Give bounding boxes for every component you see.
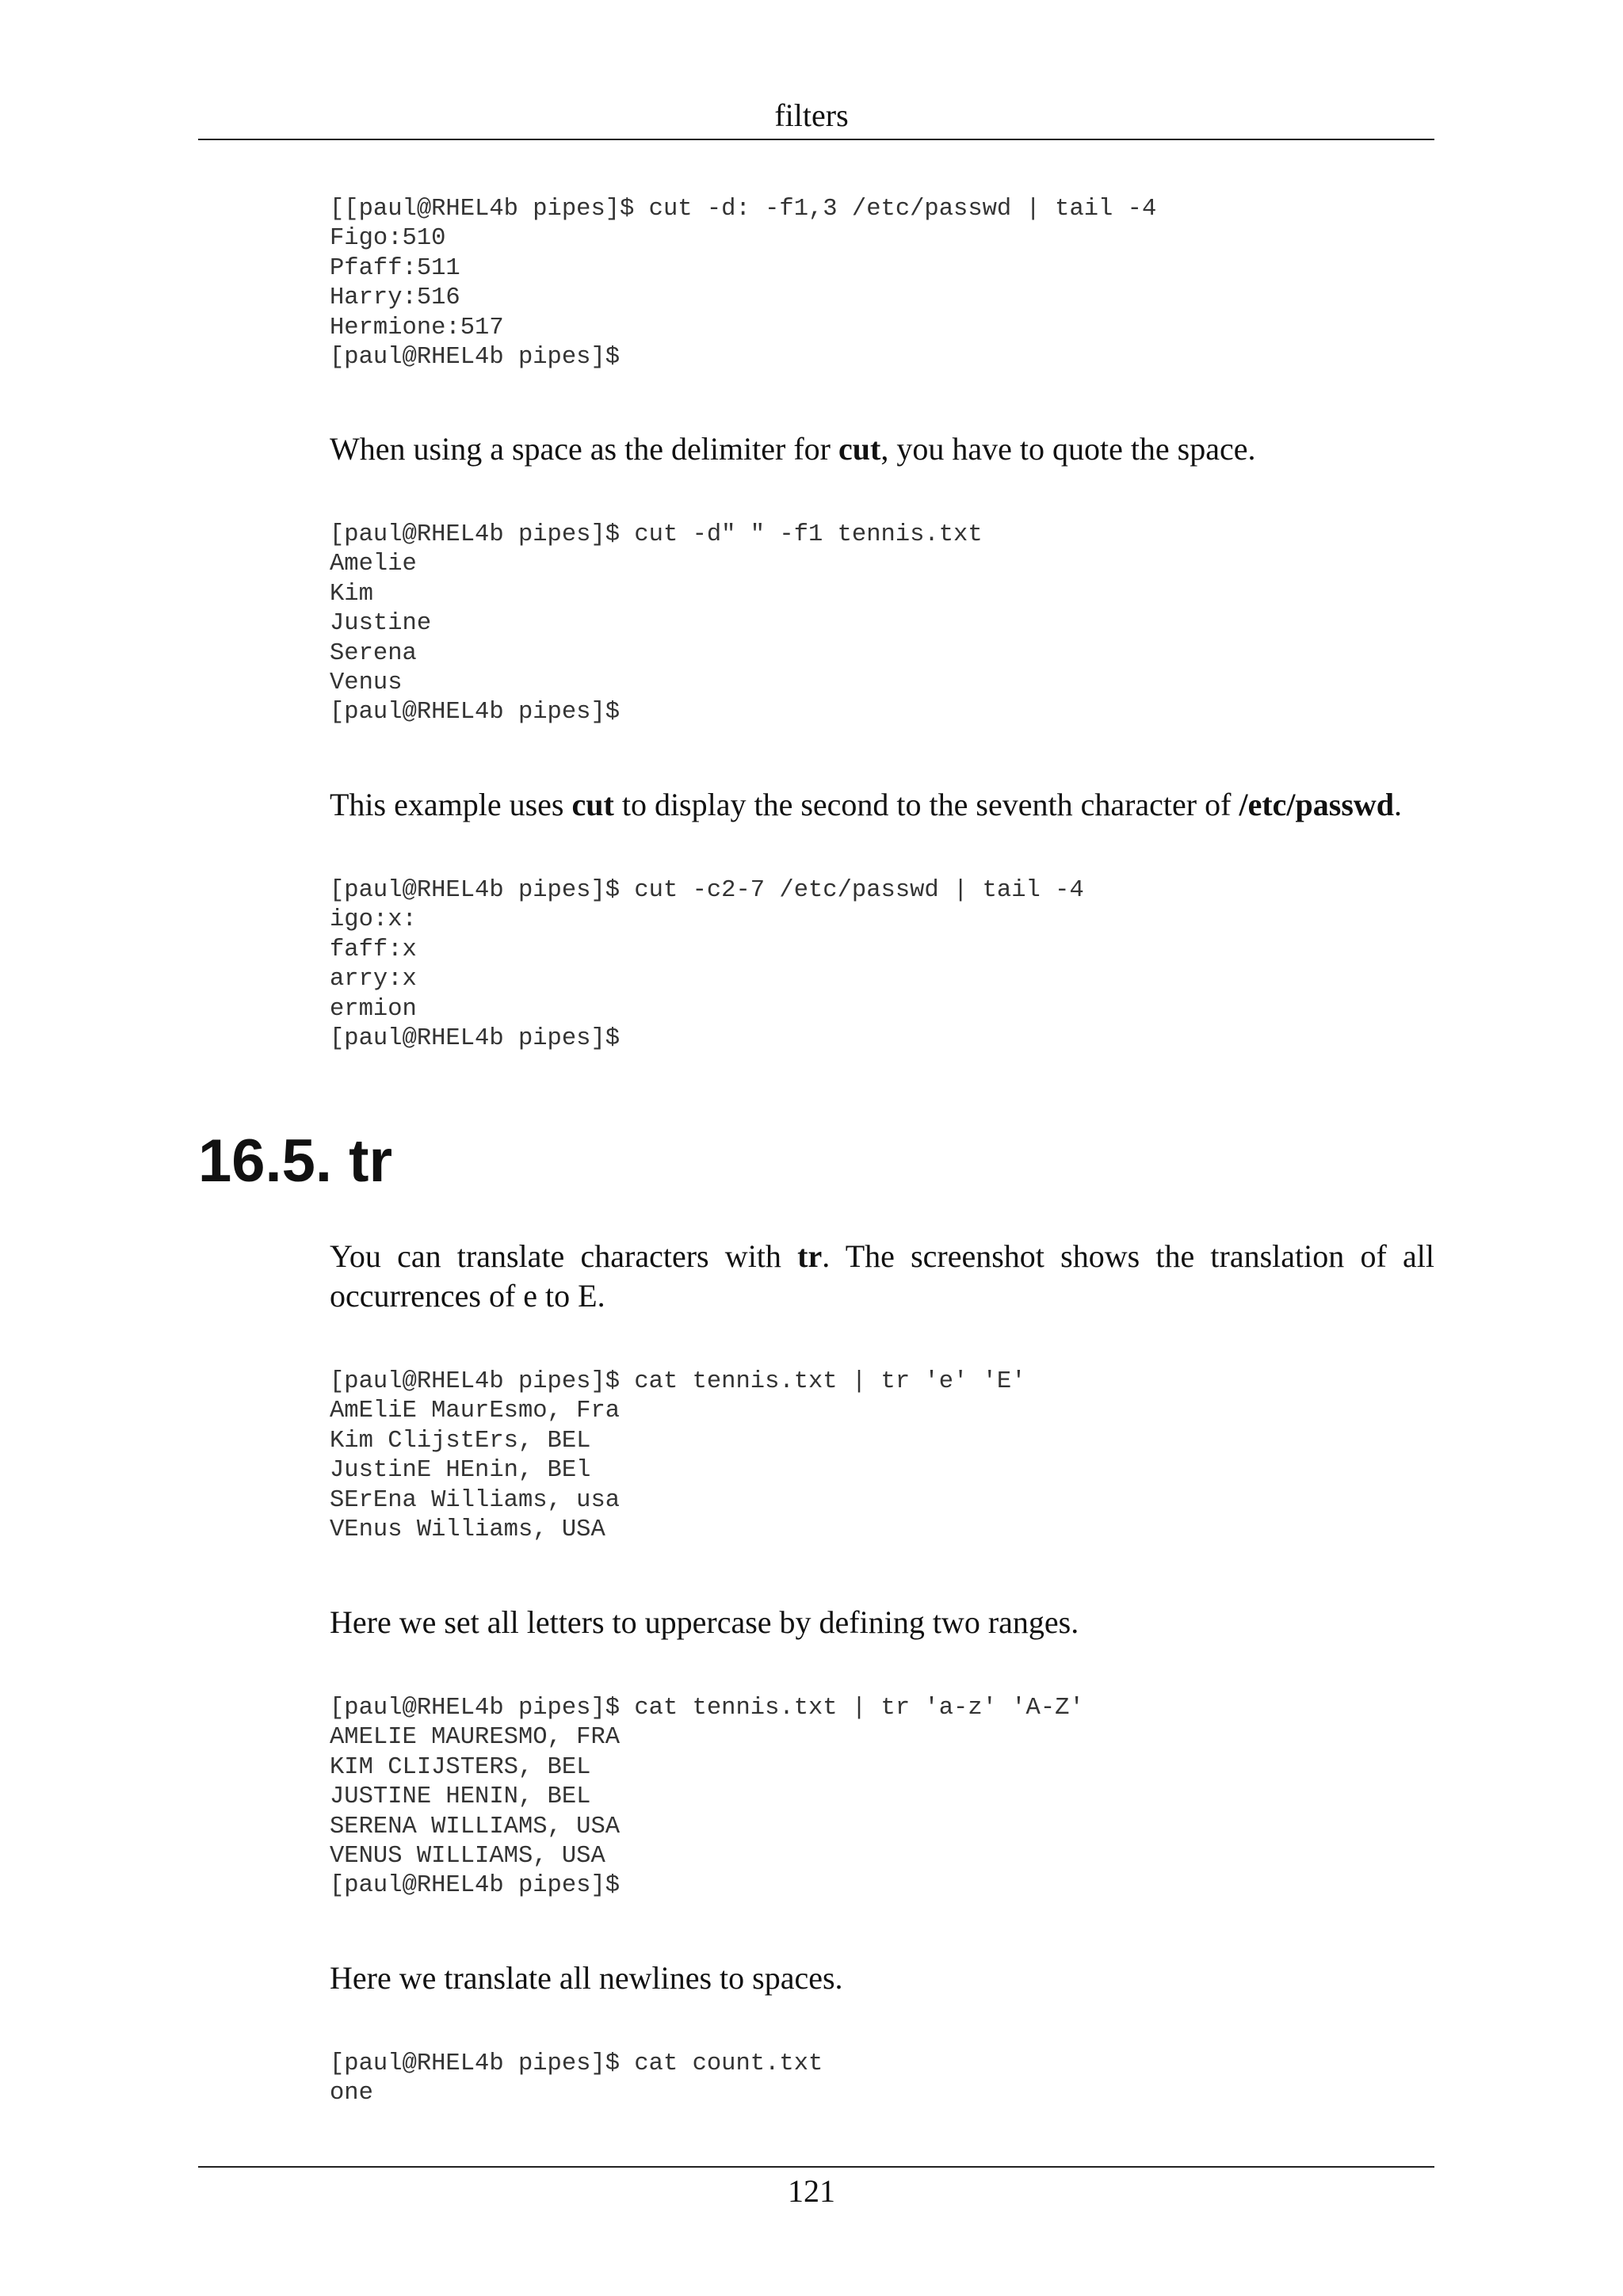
paragraph-tr-intro [330, 1237, 1434, 1316]
command-name-cut: cut [571, 787, 614, 822]
command-name-tr: tr [797, 1238, 823, 1274]
paragraph-text: , you have to quote the space. [880, 431, 1256, 467]
paragraph-text: . The screenshot shows the translation of all occurrences of e to E. [330, 1238, 1434, 1314]
code-block-cut-space: [paul@RHEL4b pipes]$ cut -d" " -f1 tennis.txt Amelie Kim Justine Serena Venus [paul@RHEL4b pipes]$ [330, 521, 983, 727]
code-block-cat-count: [paul@RHEL4b pipes]$ cat count.txt one [330, 2050, 823, 2107]
paragraph-newlines: Here we translate all newlines to spaces. [330, 1960, 843, 1996]
command-name-cut: cut [838, 431, 881, 467]
footer-rule [198, 2166, 1434, 2168]
header-rule [198, 139, 1434, 140]
paragraph-text: to display the second to the seventh character of [613, 787, 1239, 822]
code-block-tr-e: [paul@RHEL4b pipes]$ cat tennis.txt | tr 'e' 'E' AmEliE MaurEsmo, Fra Kim ClijstErs, BEL JustinE HEnin, BEl SErEna Williams, usa VEnus Williams, USA [330, 1368, 1026, 1544]
page-number: 121 [788, 2173, 835, 2209]
paragraph-text: . [1394, 787, 1403, 822]
paragraph-space-delimiter [330, 429, 1434, 469]
paragraph-uppercase: Here we set all letters to uppercase by defining two ranges. [330, 1604, 1079, 1640]
section-heading: 16.5. tr [198, 1127, 393, 1195]
page-header-title: filters [774, 97, 849, 133]
code-block-cut-chars: [paul@RHEL4b pipes]$ cut -c2-7 /etc/passwd | tail -4 igo:x: faff:x arry:x ermion [paul@RHEL4b pipes]$ [330, 877, 1084, 1053]
file-path-passwd: /etc/passwd [1239, 787, 1395, 822]
paragraph-cut-characters [330, 785, 1434, 825]
paragraph-text: This example uses [330, 787, 572, 822]
code-block-tr-uppercase: [paul@RHEL4b pipes]$ cat tennis.txt | tr 'a-z' 'A-Z' AMELIE MAURESMO, FRA KIM CLIJSTERS, BEL JUSTINE HENIN, BEL SERENA WILLIAMS, USA VENUS WILLIAMS, USA [paul@RHEL4b pipes]$ [330, 1695, 1084, 1900]
paragraph-text: When using a space as the delimiter for [330, 431, 838, 467]
code-block-cut-fields: [[paul@RHEL4b pipes]$ cut -d: -f1,3 /etc/passwd | tail -4 Figo:510 Pfaff:511 Harry:516 Hermione:517 [paul@RHEL4b pipes]$ [330, 196, 1157, 372]
paragraph-text: You can translate characters with [330, 1238, 798, 1274]
